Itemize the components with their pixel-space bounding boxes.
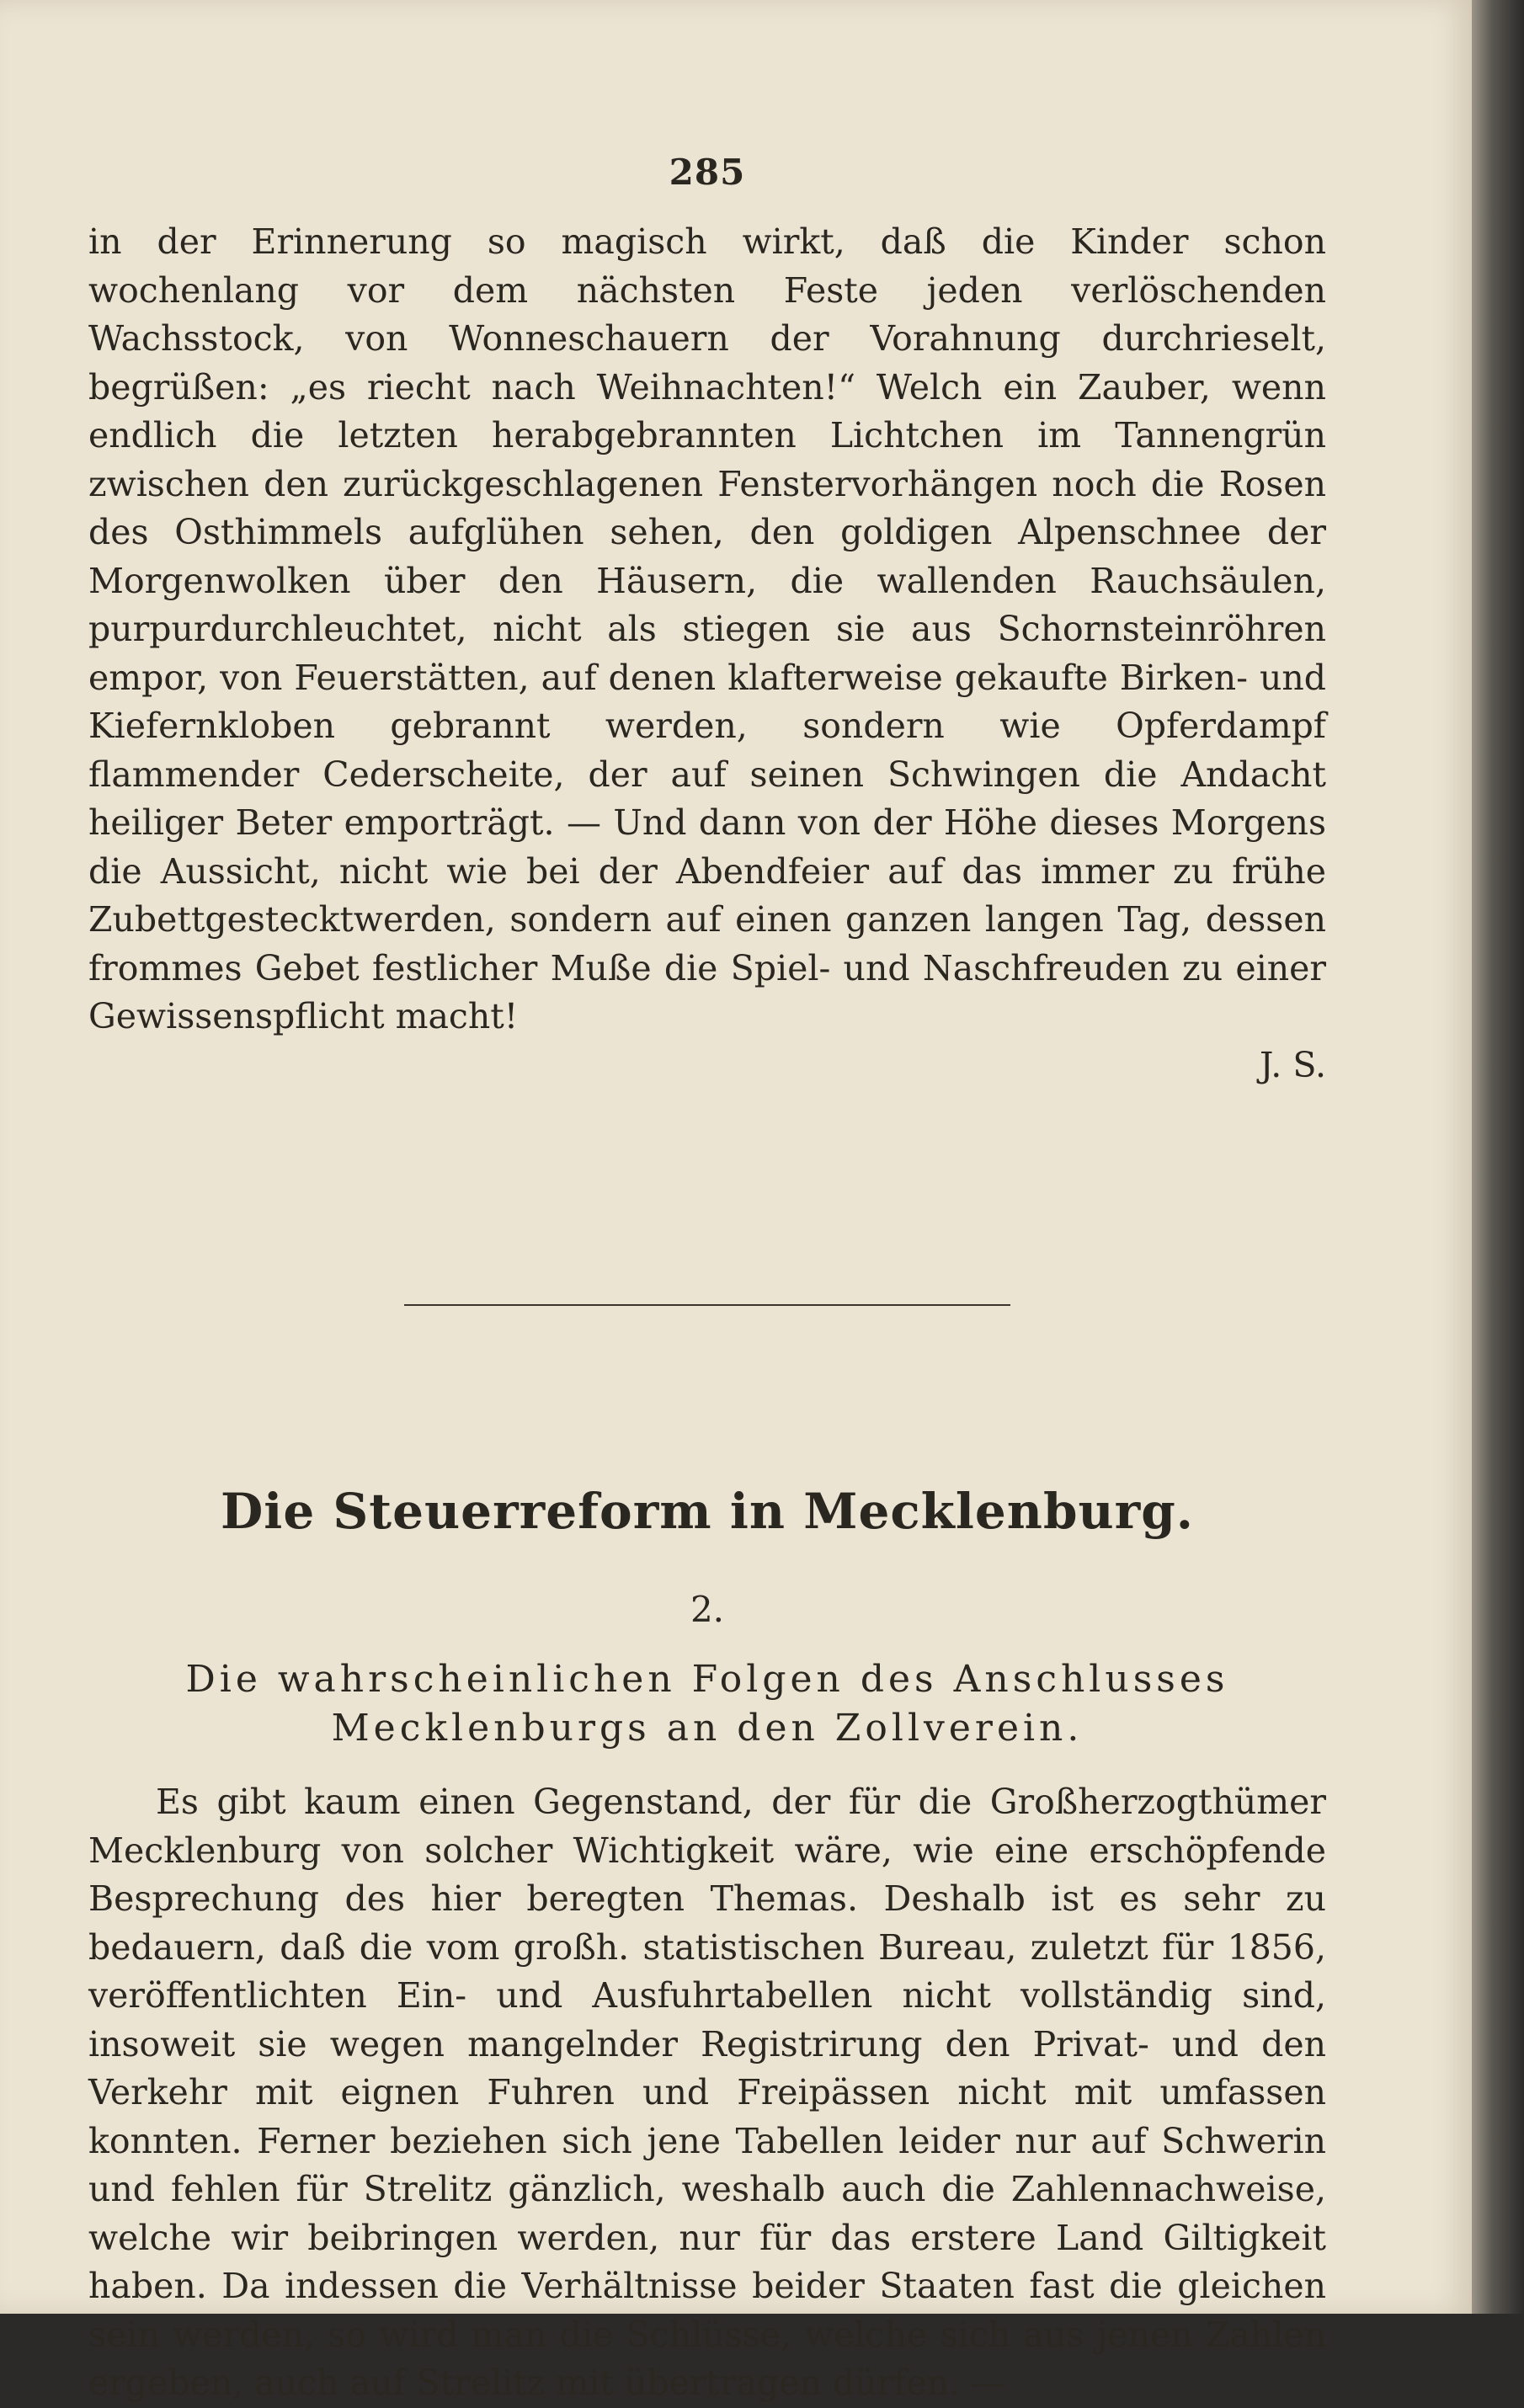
section-divider	[404, 1304, 1010, 1306]
article-subtitle: Die wahrscheinlichen Folgen des Anschlusses Mecklenburgs an den Zollverein.	[185, 1658, 1229, 1750]
section-number: 2.	[690, 1589, 725, 1630]
page-edge	[1472, 0, 1524, 2314]
article-body: Es gibt kaum einen Gegenstand, der für die Großherzogthümer Mecklenburg von solcher Wichtigkeit wäre, wie eine erschöpfende Besprechung des hier beregten Themas. Deshalb ist es sehr zu bedauern, daß die vom großh. statistischen Bureau, zuletzt für 1856, veröffentlichten Ein- und Ausfuhrtabellen nicht vollständig sind, insoweit sie wegen mangelnder Registrirung den Privat- und den Verkehr mit eignen Fuhren und Freipässen nicht mit umfassen konnten. Ferner beziehen sich jene Tabellen leider nur auf Schwerin und fehlen für Strelitz gänzlich, weshalb auch die Zahlennachweise, welche wir beibringen werden, nur für das erstere Land Giltigkeit haben. Da indessen die Verhältnisse beider Staaten fast die gleichen sein werden, so wird man die Schlüsse, welche sich aus jenen Zahlen ergeben, auch auf Strelitz mit übertragen dürfen. —	[88, 1782, 1326, 2403]
author-signature: J. S.	[1260, 1044, 1326, 1085]
page-number: 285	[669, 152, 746, 193]
continued-paragraph	[88, 218, 1326, 1089]
continued-paragraph-text: in der Erinnerung so magisch wirkt, daß die Kinder schon wochenlang vor dem nächsten Feste jeden verlöschenden Wachsstock, von Wonneschauern der Vorahnung durchrieselt, begrüßen: „es riecht nach Weihnachten!“ Welch ein Zauber, wenn endlich die letzten herabgebrannten Lichtchen im Tannengrün zwischen den zurückgeschlagenen Fenstervorhängen noch die Rosen des Osthimmels aufglühen sehen, den goldigen Alpenschnee der Morgenwolken über den Häusern, die wallenden Rauchsäulen, purpurdurchleuchtet, nicht als stiegen sie aus Schornsteinröhren empor, von Feuerstätten, auf denen klafterweise gekaufte Birken- und Kiefernkloben gebrannt werden, sondern wie Opferdampf flammender Cederscheite, der auf seinen Schwingen die Andacht heiliger Beter emporträgt. — Und dann von der Höhe dieses Morgens die Aussicht, nicht wie bei der Abendfeier auf das immer zu frühe Zubettgestecktwerden, sondern auf einen ganzen langen Tag, dessen frommes Gebet festlicher Muße die Spiel- und Naschfreuden zu einer Gewissenspflicht macht!	[88, 221, 1326, 1036]
page-content	[88, 152, 1326, 2408]
article-title: Die Steuerreform in Mecklenburg.	[221, 1483, 1194, 1540]
